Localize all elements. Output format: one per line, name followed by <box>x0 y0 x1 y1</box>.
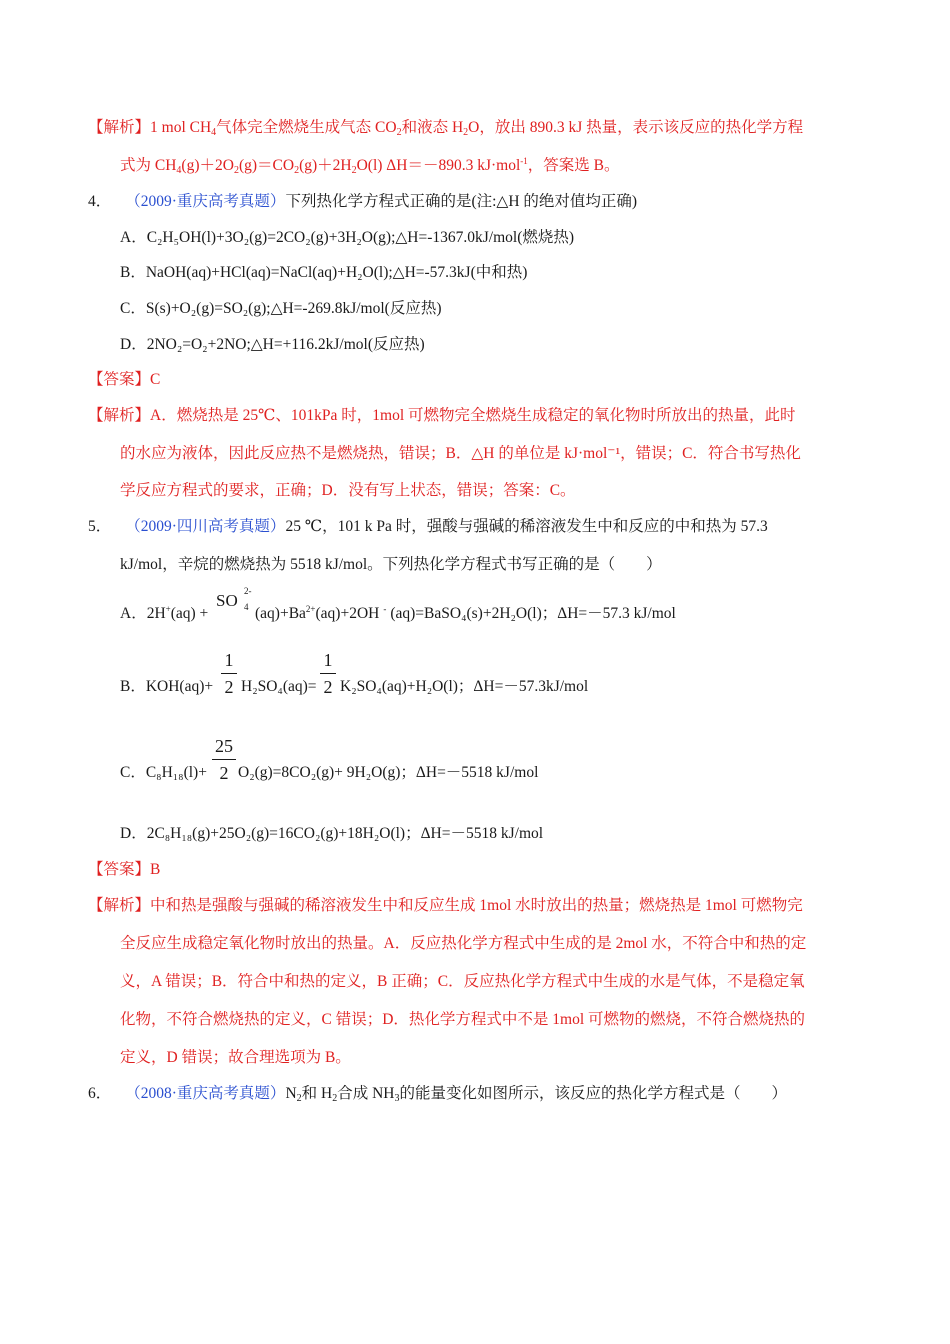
fraction-denominator: 2 <box>323 677 333 697</box>
explanation-line-2: 式为 $CH_4(g)+2O_2(g)=CO_2(g)+2H_2O(l)$ ΔH＝－890.3 kJ·mol$^{-1}$，答案选 B。 <box>120 156 620 176</box>
sulfate-charge: 2- <box>244 586 252 596</box>
q5-answer: 【答案】B <box>88 861 161 878</box>
q5-option-d: D．2C₈H₁₈(g)+25O₂(g)=16CO₂(g)+18H₂O(l)；ΔH=－5518 kJ/mol <box>120 825 544 842</box>
fraction-numerator: 1 <box>224 650 234 670</box>
fraction-denominator: 2 <box>219 763 229 783</box>
question-4-stem: 4． （2009·重庆高考真题）下列热化学方程式正确的是(注:△H 的绝对值均正确) <box>88 193 638 210</box>
question-source: （2009·重庆高考真题） <box>125 193 286 210</box>
q4-answer: 【答案】C <box>88 371 161 388</box>
q4-option-b: B．NaOH(aq)+HCl(aq)=NaCl(aq)+H₂O(l);△H=-57.3kJ(中和热) <box>120 264 528 281</box>
q5-option-b-part3: K₂SO₄(aq)+H₂O(l)；ΔH=－57.3kJ/mol <box>340 678 589 695</box>
fraction-numerator: 1 <box>323 650 333 670</box>
fraction-numerator: 25 <box>215 736 233 756</box>
explanation-line-1: 【解析】1 mol $CH_4$气体完全燃烧生成气态 $CO_2$和液态 $H_2O$，放出 890.3 kJ 热量，表示该反应的热化学方程 <box>88 119 804 138</box>
question-source: （2009·四川高考真题） <box>125 518 286 535</box>
question-number: 4． <box>88 193 112 210</box>
q4-option-c: C．S(s)+O₂(g)=SO₂(g);△H=-269.8kJ/mol(反应热) <box>120 300 442 317</box>
q5-option-b-part1: B．KOH(aq)+ <box>120 678 214 695</box>
q5-option-b-part2: H₂SO₄(aq)= <box>241 678 317 695</box>
q5-explanation-line-5: 定义，D 错误；故合理选项为 B。 <box>120 1049 351 1066</box>
q4-explanation-line-1: 【解析】A．燃烧热是 25℃、101kPa 时，1mol 可燃物完全燃烧生成稳定的氧化物时所放出的热量，此时 <box>88 407 796 424</box>
fraction-denominator: 2 <box>224 677 234 697</box>
q5-option-a-part1: A．2H+(aq) + <box>120 604 209 622</box>
question-source: （2008·重庆高考真题） <box>125 1085 286 1102</box>
explanation-tag: 【解析】 <box>88 119 151 136</box>
question-5-stem-line-2: kJ/mol，辛烷的燃烧热为 5518 kJ/mol。下列热化学方程式书写正确的是（ ） <box>120 556 662 573</box>
q5-option-c-part1: C．C₈H₁₈(l)+ <box>120 764 207 781</box>
question-number: 5． <box>88 518 112 535</box>
q5-explanation-line-2: 全反应生成稳定氧化物时放出的热量。A．反应热化学方程式中生成的是 2mol 水，不符合中和热的定 <box>120 935 807 952</box>
question-5-stem-line-1: 5． （2009·四川高考真题）25 ℃，101 k Pa 时，强酸与强碱的稀溶液发生中和反应的中和热为 57.3 <box>88 518 768 535</box>
q4-option-a: A．C₂H₅OH(l)+3O₂(g)=2CO₂(g)+3H₂O(g);△H=-1367.0kJ/mol(燃烧热) <box>120 229 575 246</box>
question-6-stem: 6． （2008·重庆高考真题）$N_2$和 $H_2$合成 $NH_3$的能量变化如图所示，该反应的热化学方程式是（ ） <box>88 1085 787 1104</box>
q5-explanation-line-3: 义，A 错误；B．符合中和热的定义，B 正确；C．反应热化学方程式中生成的水是气体，不是稳定氧 <box>120 973 805 990</box>
q5-option-a-part2: $(aq)+Ba^{2+}(aq)+2OH$ - (aq)=BaSO₄(s)+2H₂O(l)；ΔH=－57.3 kJ/mol <box>255 604 676 622</box>
question-number: 6． <box>88 1085 112 1102</box>
q5-explanation-line-1: 【解析】中和热是强酸与强碱的稀溶液发生中和反应生成 1mol 水时放出的热量；燃烧热是 1mol 可燃物完 <box>88 897 803 914</box>
q4-explanation-line-2: 的水应为液体，因此反应热不是燃烧热，错误；B．△H 的单位是 kJ·mol⁻¹，错误；C．符合书写热化 <box>120 445 801 462</box>
sulfate-formula: SO <box>216 591 238 610</box>
fraction-bar <box>212 759 236 760</box>
q5-explanation-line-4: 化物，不符合燃烧热的定义，C 错误；D．热化学方程式中不是 1mol 可燃物的燃烧，不符合燃烧热的 <box>120 1011 806 1028</box>
q4-option-d: D．2NO₂=O₂+2NO;△H=+116.2kJ/mol(反应热) <box>120 336 425 353</box>
sulfate-subscript: 4 <box>244 602 249 612</box>
fraction-bar <box>320 673 336 674</box>
q5-option-c-part2: O₂(g)=8CO₂(g)+ 9H₂O(g)；ΔH=－5518 kJ/mol <box>238 764 539 781</box>
q4-explanation-line-3: 学反应方程式的要求，正确；D．没有写上状态，错误；答案：C。 <box>120 482 576 499</box>
fraction-bar <box>221 673 237 674</box>
